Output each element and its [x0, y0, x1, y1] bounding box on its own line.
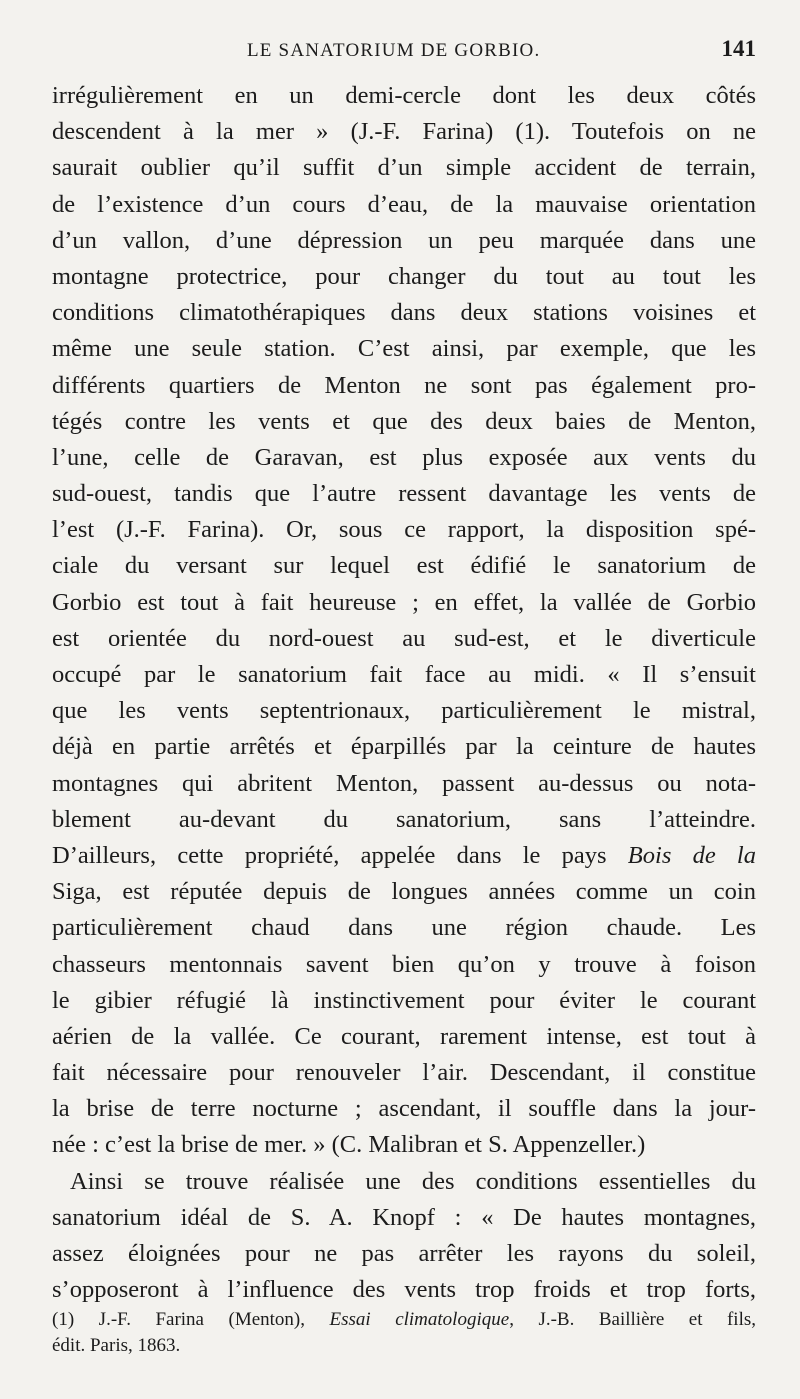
text-line: Siga, est réputée depuis de longues années comme un coin [52, 878, 756, 906]
text-line: même une seule station. C’est ainsi, par exemple, que les [52, 335, 756, 363]
line-text: D’ailleurs, cette propriété, appelée dans le pays [52, 841, 607, 869]
text-line: Gorbio est tout à fait heureuse ; en effet, la vallée de Gorbio [52, 588, 756, 616]
page-number: 141 [721, 36, 756, 61]
text-line: née : c’est la brise de mer. » (C. Malibran et S. Appenzeller.) [52, 1131, 646, 1159]
text-line: d’un vallon, d’une dépression un peu marquée dans une [52, 226, 756, 254]
text-line: montagne protectrice, pour changer du tout au tout les [52, 262, 756, 290]
text-line: saurait oublier qu’il suffit d’un simple accident de terrain, [52, 154, 756, 182]
text-line: descendent à la mer » (J.-F. Farina) (1). Toutefois on ne [52, 118, 756, 146]
text-line: montagnes qui abritent Menton, passent au-dessus ou nota- [52, 769, 756, 797]
text-line: occupé par le sanatorium fait face au midi. « Il s’ensuit [52, 661, 756, 688]
text-line: que les vents septentrionaux, particulièrement le mistral, [52, 697, 756, 725]
body-text [52, 78, 756, 1308]
footnote-title: Essai climatologique [329, 1309, 510, 1330]
footnote-line [52, 1307, 756, 1333]
text-line-with-italic [52, 838, 756, 874]
text-line: sanatorium idéal de S. A. Knopf : « De hautes montagnes, [52, 1203, 756, 1231]
text-line: ciale du versant sur lequel est édifié le sanatorium de [52, 552, 756, 580]
text-line: chasseurs mentonnais savent bien qu’on y trouve à foison [52, 950, 756, 978]
footnote-publisher: , J.-B. Baillière et fils, [509, 1309, 756, 1330]
text-line: de l’existence d’un cours d’eau, de la mauvaise orientation [52, 190, 756, 218]
text-line: déjà en partie arrêtés et éparpillés par la ceinture de hautes [52, 733, 756, 761]
running-title: LE SANATORIUM DE GORBIO. [247, 40, 541, 61]
text-line: le gibier réfugié là instinctivement pour éviter le courant [52, 986, 756, 1014]
text-line: conditions climatothérapiques dans deux stations voisines et [52, 299, 756, 327]
footnote [52, 1307, 756, 1359]
text-line: blement au-devant du sanatorium, sans l’atteindre. [52, 805, 756, 833]
text-line: est orientée du nord-ouest au sud-est, et le diverticule [52, 624, 756, 652]
text-line: différents quartiers de Menton ne sont pas également pro- [52, 371, 756, 399]
text-line: la brise de terre nocturne ; ascendant, il souffle dans la jour- [52, 1095, 756, 1123]
text-line: fait nécessaire pour renouveler l’air. Descendant, il constitue [52, 1059, 756, 1087]
footnote-line: édit. Paris, 1863. [52, 1335, 181, 1356]
text-line: l’est (J.-F. Farina). Or, sous ce rapport, la disposition spé- [52, 516, 756, 544]
footnote-marker: (1) [52, 1309, 75, 1330]
text-line: tégés contre les vents et que des deux baies de Menton, [52, 407, 756, 435]
footnote-text: J.-F. Farina (Menton), [98, 1309, 305, 1330]
text-line: assez éloignées pour ne pas arrêter les rayons du soleil, [52, 1240, 756, 1267]
text-line: s’opposeront à l’influence des vents trop froids et trop forts, [52, 1276, 756, 1304]
text-line-paragraph-start: Ainsi se trouve réalisée une des conditions essentielles du [70, 1167, 756, 1195]
running-head [52, 34, 756, 68]
text-line: sud-ouest, tandis que l’autre ressent davantage les vents de [52, 480, 756, 508]
italic-place-name: Bois de la [627, 841, 756, 869]
text-line: aérien de la vallée. Ce courant, rarement intense, est tout à [52, 1022, 756, 1050]
text-line: particulièrement chaud dans une région chaude. Les [52, 914, 756, 942]
text-line: l’une, celle de Garavan, est plus exposée aux vents du [52, 443, 756, 471]
text-line: irrégulièrement en un demi-cercle dont les deux côtés [52, 82, 756, 109]
